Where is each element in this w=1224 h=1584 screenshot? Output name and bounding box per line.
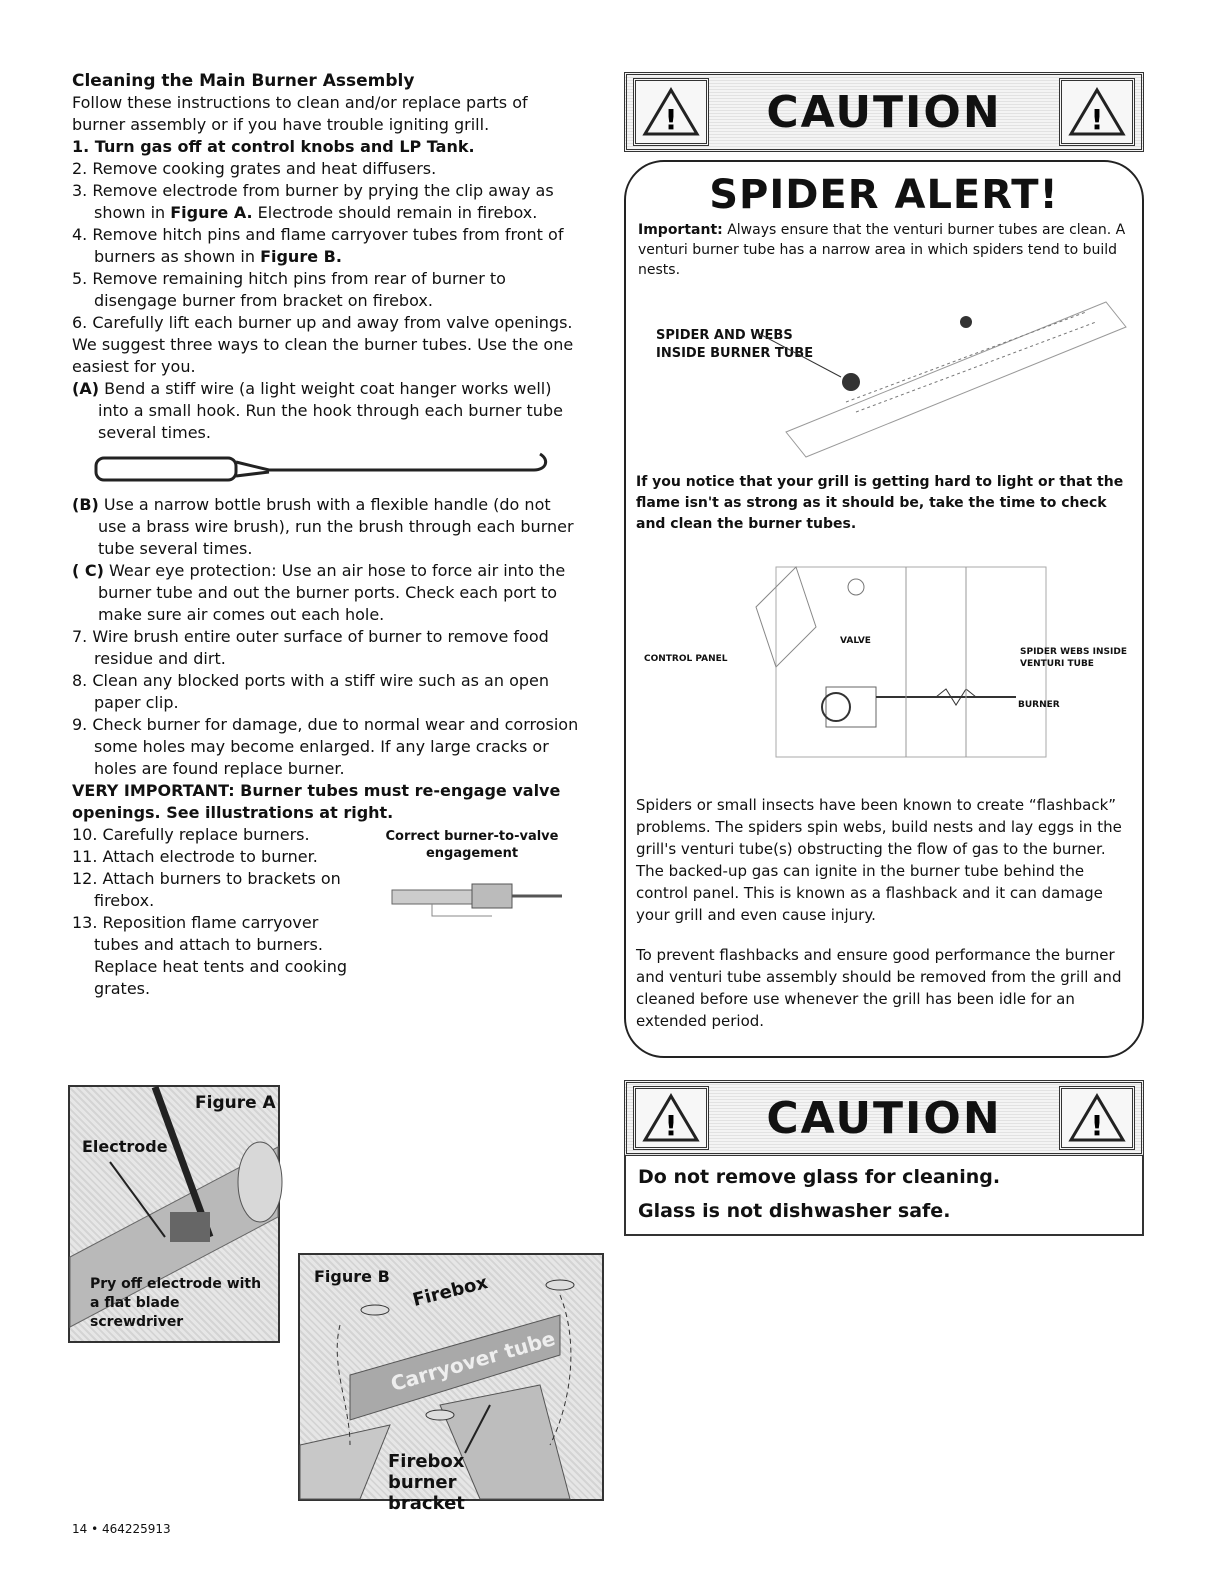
intro-text: Follow these instructions to clean and/or replace parts of burner assembly or if you have trouble igniting grill.: [72, 93, 528, 134]
step-6: 6. Carefully lift each burner up and away from valve openings.: [72, 313, 573, 332]
spider-alert-box: [624, 160, 1144, 1058]
burner-label: BURNER: [1018, 700, 1060, 710]
svg-text:!: !: [1090, 1109, 1104, 1142]
correct-engagement-caption: Correct burner-to-valve engagement: [385, 829, 559, 861]
figure-a-title: Figure A: [195, 1093, 276, 1113]
step-5: 5. Remove remaining hitch pins from rear of burner to disengage burner from bracket on firebox.: [72, 269, 506, 310]
step-10: 10. Carefully replace burners.: [72, 825, 310, 844]
svg-text:!: !: [664, 103, 678, 136]
spider-alert-title: SPIDER ALERT!: [709, 172, 1059, 218]
method-c: ( C) Wear eye protection: Use an air hose to force air into the burner tube and out the burner ports. Check each port to make sure air comes out each hole.: [72, 561, 566, 624]
notice-text: If you notice that your grill is getting hard to light or that the flame isn't as strong as it should be, take the time to check and clean the burner tubes.: [636, 474, 1124, 532]
step-1: 1. Turn gas off at control knobs and LP Tank.: [72, 137, 475, 156]
firebox-burner-bracket-label: Firebox burner bracket: [388, 1451, 465, 1514]
glass-warning-line-1: Do not remove glass for cleaning.: [638, 1166, 1001, 1188]
svg-text:!: !: [664, 1109, 678, 1142]
warning-triangle-icon: [1059, 78, 1135, 146]
step-11: 11. Attach electrode to burner.: [72, 847, 318, 866]
spider-webs-venturi-label: SPIDER WEBS INSIDE VENTURI TUBE: [1020, 647, 1127, 669]
caution-box-bottom: [624, 1080, 1144, 1236]
burner-tube-illustration: [766, 282, 1136, 472]
control-panel-label: CONTROL PANEL: [644, 654, 728, 664]
warning-triangle-icon: [633, 78, 709, 146]
prevention-paragraph: To prevent flashbacks and ensure good performance the burner and venturi tube assembly should be removed from the grill and cleaned before use whenever the grill has been idle for an extended period.: [636, 946, 1122, 1030]
engagement-illustration: [372, 872, 572, 932]
carryover-tube-label: Carryover tube: [387, 1326, 558, 1396]
method-b: (B) Use a narrow bottle brush with a flexible handle (do not use a brass wire brush), run the brush through each burner tube several times.: [72, 495, 574, 558]
electrode-label: Electrode: [82, 1137, 168, 1156]
grill-valve-illustration: [716, 547, 1056, 777]
step-2: 2. Remove cooking grates and heat diffusers.: [72, 159, 437, 178]
caution-banner-bottom: [624, 1080, 1144, 1156]
svg-text:!: !: [1090, 103, 1104, 136]
step-3: 3. Remove electrode from burner by prying the clip away as shown in Figure A. Electrode should remain in firebox.: [72, 181, 554, 222]
warning-triangle-icon: [633, 1086, 709, 1150]
spider-webs-label: SPIDER AND WEBS INSIDE BURNER TUBE: [656, 328, 814, 361]
hook-illustration: [94, 448, 564, 488]
figure-a: [68, 1085, 280, 1343]
warning-triangle-icon: [1059, 1086, 1135, 1150]
important-note: Important: Always ensure that the venturi burner tubes are clean. A venturi burner tube has a narrow area in which spiders tend to build nests.: [638, 222, 1126, 278]
caution-banner-top: [624, 72, 1144, 152]
step-12: 12. Attach burners to brackets on firebox.: [72, 869, 341, 910]
firebox-label: Firebox: [410, 1272, 490, 1311]
figure-b: [298, 1253, 604, 1514]
suggest-text: We suggest three ways to clean the burner tubes. Use the one easiest for you.: [72, 335, 574, 376]
flashback-paragraph: Spiders or small insects have been known to create “flashback” problems. The spiders spin webs, build nests and lay eggs in the grill's venturi tube(s) obstructing the flow of gas to the burner. The backed-up gas can ignite in the burner tube behind the control panel. This is known as a flashback and it can damage your grill and even cause injury.: [636, 796, 1122, 924]
step-4: 4. Remove hitch pins and flame carryover tubes from front of burners as shown in Figure B.: [72, 225, 564, 266]
section-heading: Cleaning the Main Burner Assembly: [72, 71, 415, 91]
figure-a-caption: Pry off electrode with a flat blade screwdriver: [90, 1276, 262, 1330]
caution-word: CAUTION: [766, 86, 1002, 138]
final-steps-row: [72, 824, 580, 1000]
instructions-column: [72, 70, 580, 1000]
valve-label: VALVE: [840, 636, 871, 646]
very-important-note: VERY IMPORTANT: Burner tubes must re-engage valve openings. See illustrations at right.: [72, 781, 561, 822]
figure-b-title: Figure B: [314, 1267, 390, 1286]
caution-word: CAUTION: [766, 1092, 1002, 1144]
page-footer: 14 • 464225913: [72, 1522, 171, 1536]
step-8: 8. Clean any blocked ports with a stiff wire such as an open paper clip.: [72, 671, 549, 712]
step-9: 9. Check burner for damage, due to normal wear and corrosion some holes may become enlarged. If any large cracks or holes are found replace burner.: [72, 715, 579, 778]
step-13: 13. Reposition flame carryover tubes and attach to burners. Replace heat tents and cooking grates.: [72, 913, 348, 998]
method-a: (A) Bend a stiff wire (a light weight coat hanger works well) into a small hook. Run the hook through each burner tube several times.: [72, 379, 563, 442]
glass-warning-line-2: Glass is not dishwasher safe.: [638, 1200, 951, 1222]
step-7: 7. Wire brush entire outer surface of burner to remove food residue and dirt.: [72, 627, 549, 668]
